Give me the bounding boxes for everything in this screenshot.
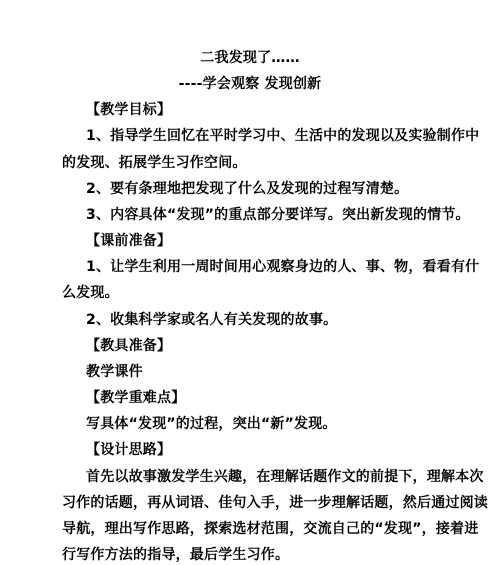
goal-item-1-line-1: 1、指导学生回忆在平时学习中、生活中的发现以及实验制作中 xyxy=(86,128,480,144)
goal-item-1-line-2: 的发现、拓展学生习作空间。 xyxy=(62,155,247,171)
section-heading-prep: 【课前准备】 xyxy=(86,233,172,249)
goal-item-3: 3、内容具体“发现”的重点部分要详写。突出新发现的情节。 xyxy=(86,207,470,223)
document-subtitle: ----学会观察 发现创新 xyxy=(178,76,322,92)
goal-item-2: 2、要有条理地把发现了什么及发现的过程写清楚。 xyxy=(86,181,409,197)
section-heading-design: 【设计思路】 xyxy=(86,442,172,458)
prep-item-2: 2、收集科学家或名人有关发现的故事。 xyxy=(86,312,338,328)
design-line-2: 习作的话题，再从词语、佳句入手，进一步理解话题，然后通过阅读 xyxy=(62,495,488,511)
design-line-3: 导航，理出写作思路，探索选材范围，交流自己的“发现”，接着进 xyxy=(62,521,479,537)
design-line-1: 首先以故事激发学生兴趣，在理解话题作文的前提下，理解本次 xyxy=(86,469,484,485)
prep-item-1-line-2: 么发现。 xyxy=(62,285,119,301)
key-text: 写具体“发现”的过程，突出“新”发现。 xyxy=(86,416,337,432)
document-title: 二我发现了…… xyxy=(200,50,300,66)
section-heading-key: 【教学重难点】 xyxy=(86,390,186,406)
tools-text: 教学课件 xyxy=(86,364,143,380)
design-line-4: 行写作方法的指导，最后学生习作。 xyxy=(62,547,290,563)
section-heading-tools: 【教具准备】 xyxy=(86,338,172,354)
section-heading-goals: 【教学目标】 xyxy=(86,102,172,118)
prep-item-1-line-1: 1、让学生利用一周时间用心观察身边的人、事、物，看看有什 xyxy=(86,259,480,275)
